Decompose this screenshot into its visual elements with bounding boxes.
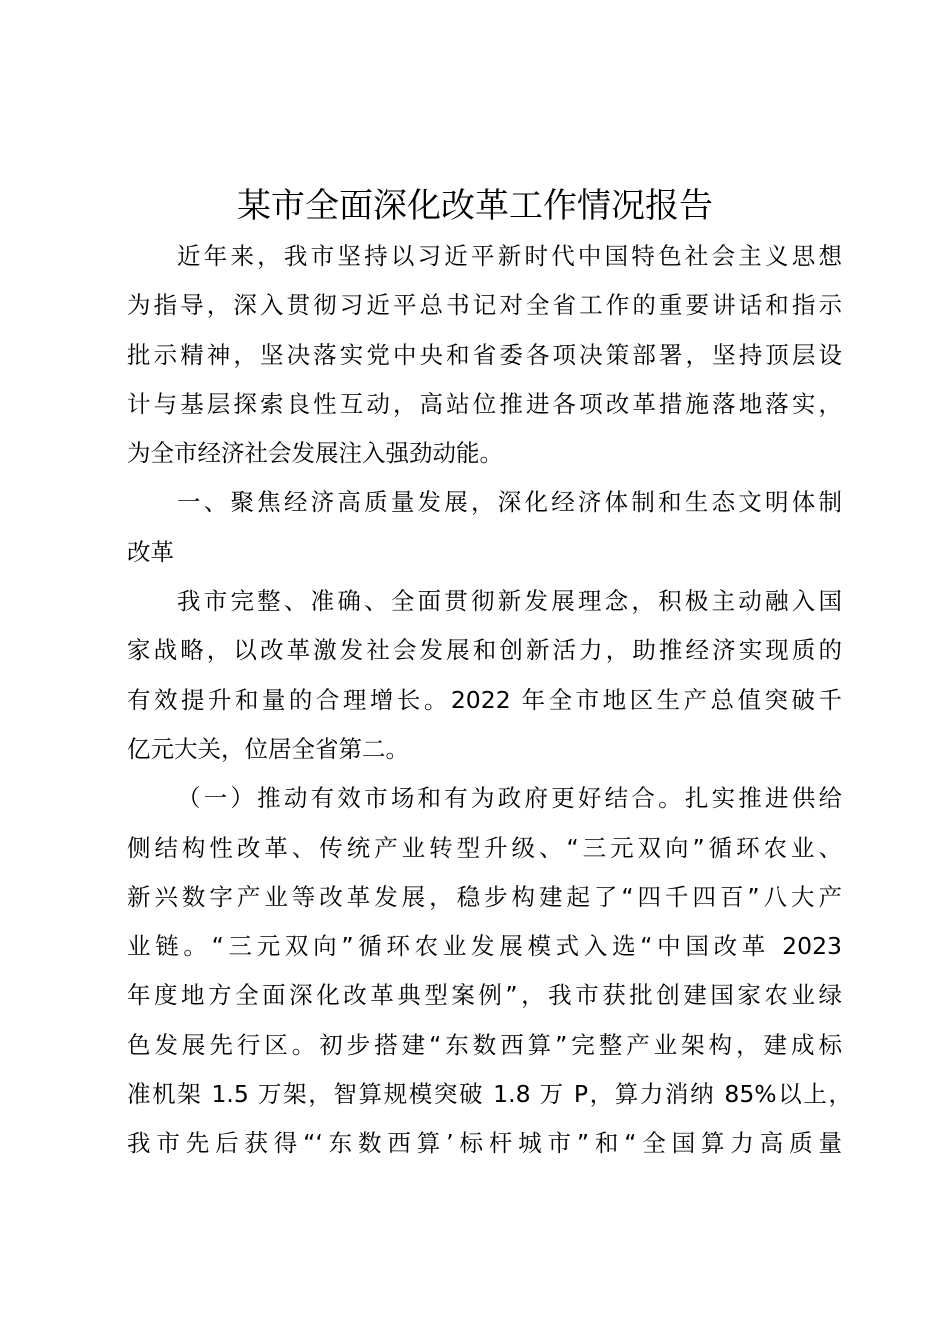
paragraph-line: 年度地方全面深化改革典型案例”，我市获批创建国家农业绿 xyxy=(127,981,842,1010)
paragraph-line: 新兴数字产业等改革发展，稳步构建起了“四千四百”八大产 xyxy=(127,882,842,911)
paragraph-line: 有效提升和量的合理增长。2022 年全市地区生产总值突破千 xyxy=(127,685,842,714)
paragraph-line: 我市完整、准确、全面贯彻新发展理念，积极主动融入国 xyxy=(177,587,842,616)
paragraph-line: 为全市经济社会发展注入强劲动能。 xyxy=(127,439,503,468)
section-heading-line: 一、聚焦经济高质量发展，深化经济体制和生态文明体制 xyxy=(177,488,842,517)
paragraph-line: 批示精神，坚决落实党中央和省委各项决策部署，坚持顶层设 xyxy=(127,340,842,369)
paragraph-line: （一）推动有效市场和有为政府更好结合。扎实推进供给 xyxy=(177,784,842,813)
paragraph-line: 为指导，深入贯彻习近平总书记对全省工作的重要讲话和指示 xyxy=(127,291,842,320)
paragraph-line: 近年来，我市坚持以习近平新时代中国特色社会主义思想 xyxy=(177,242,842,270)
paragraph-line: 计与基层探索良性互动，高站位推进各项改革措施落地落实， xyxy=(127,389,842,418)
paragraph-line: 色发展先行区。初步搭建“东数西算”完整产业架构，建成标 xyxy=(127,1030,842,1059)
paragraph-line: 我市先后获得“‘东数西算’标杆城市”和“全国算力高质量 xyxy=(127,1129,842,1158)
document-title: 某市全面深化改革工作情况报告 xyxy=(237,186,713,226)
paragraph-line: 亿元大关，位居全省第二。 xyxy=(127,734,409,763)
paragraph-line: 家战略，以改革激发社会发展和创新活力，助推经济实现质的 xyxy=(127,636,842,665)
paragraph-line: 业链。“三元双向”循环农业发展模式入选“中国改革 2023 xyxy=(127,932,842,961)
paragraph-line: 准机架 1.5 万架，智算规模突破 1.8 万 P，算力消纳 85%以上， xyxy=(127,1080,852,1109)
document-body xyxy=(127,232,852,1169)
section-heading-line: 改革 xyxy=(127,537,174,566)
paragraph-line: 侧结构性改革、传统产业转型升级、“三元双向”循环农业、 xyxy=(127,833,842,862)
